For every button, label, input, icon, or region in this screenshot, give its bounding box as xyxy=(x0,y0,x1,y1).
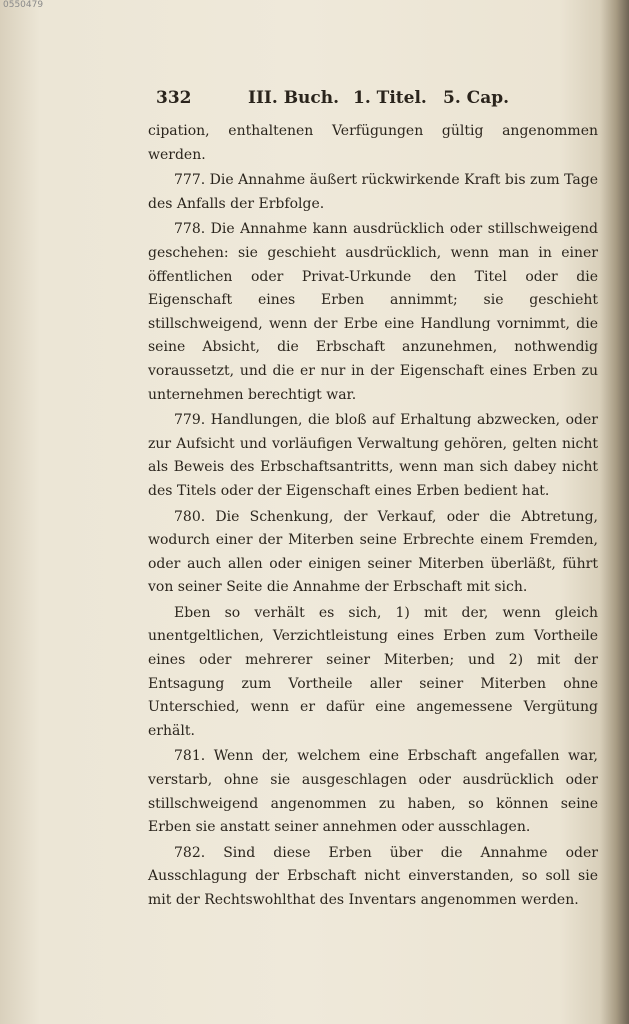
article-777: 777. Die Annahme äußert rückwirkende Kraft bis zum Tage des Anfalls der Erbfolge. xyxy=(148,172,598,212)
body-text xyxy=(148,120,598,913)
page-number: 332 xyxy=(156,88,192,108)
article-779: 779. Handlungen, die bloß auf Erhaltung abzwecken, oder zur Aufsicht und vorläufigen Verwaltung gehören, gelten nicht als Beweis des Erbschaftsantritts, wenn man sich dabey nicht des Titels oder der Eigenschaft eines Erben bedient hat. xyxy=(148,412,598,499)
paragraph-continuation: cipation, enthaltenen Verfügungen gültig angenommen werden. xyxy=(148,123,598,163)
article-782: 782. Sind diese Erben über die Annahme oder Ausschlagung der Erbschaft nicht einverstanden, so soll sie mit der Rechtswohlthat des Inventars angenommen werden. xyxy=(148,844,598,908)
article-780: 780. Die Schenkung, der Verkauf, oder die Abtretung, wodurch einer der Miterben seine Erbrechte einem Fremden, oder auch allen oder einigen seiner Miterben überläßt, führt von seiner Seite die Annahme der Erbschaft mit sich. xyxy=(148,508,598,596)
header-title: 1. Titel. xyxy=(353,88,427,108)
header-book: III. Buch. xyxy=(248,88,340,108)
article-781: 781. Wenn der, welchem eine Erbschaft angefallen war, verstarb, ohne sie ausgeschlagen oder ausdrücklich oder stillschweigend angenommen zu haben, so können seine Erben sie anstatt seiner annehmen oder ausschlagen. xyxy=(148,748,598,836)
header-chapter: 5. Cap. xyxy=(443,88,510,108)
article-780-continuation: Eben so verhält es sich, 1) mit der, wenn gleich unentgeltlichen, Verzichtleistung eines Erben zum Vortheile eines oder mehrerer seiner Miterben; und 2) mit der Entsagung zum Vortheile aller seiner Miterben ohne Unterschied, wenn er dafür eine angemessene Vergütung erhält. xyxy=(148,604,598,739)
article-778: 778. Die Annahme kann ausdrücklich oder stillschweigend geschehen: sie geschieht ausdrücklich, wenn man in einer öffentlichen oder Privat-Urkunde den Titel oder die Eigenschaft eines Erben annimmt; sie geschieht stillschweigend, wenn der Erbe eine Handlung vornimmt, die seine Absicht, die Erbschaft anzunehmen, nothwendig voraussetzt, und die er nur in der Eigenschaft eines Erben zu unternehmen berechtigt war. xyxy=(148,221,598,403)
scan-id-stamp: 0550479 xyxy=(3,0,44,10)
